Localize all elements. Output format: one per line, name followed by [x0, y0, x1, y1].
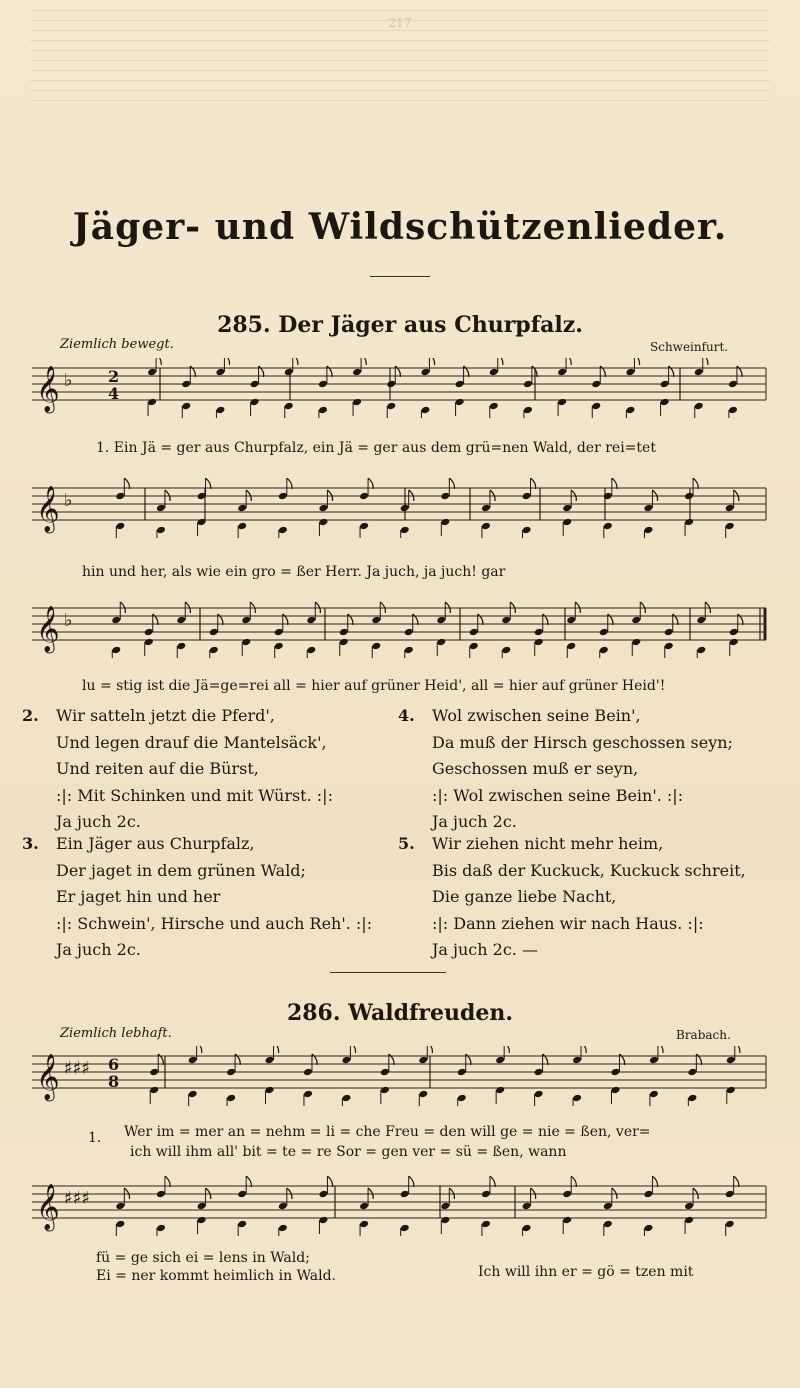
note-head — [684, 518, 694, 527]
note-head — [728, 380, 738, 389]
note-flag — [197, 1046, 202, 1053]
stanza-5 — [398, 831, 746, 964]
note-head — [400, 504, 410, 513]
note-head — [226, 1094, 236, 1103]
song-285-origin: Schweinfurt. — [650, 340, 729, 354]
note-head — [522, 492, 532, 501]
stanza-line: Der jaget in dem grünen Wald; — [56, 860, 306, 880]
note-head — [440, 1216, 450, 1225]
note-flag — [498, 358, 503, 365]
note-head — [523, 406, 533, 415]
note-head — [400, 1224, 410, 1233]
note-head — [359, 522, 369, 531]
note-head — [684, 1202, 694, 1211]
stanza-3 — [22, 831, 373, 964]
note-head — [696, 616, 706, 625]
note-head — [534, 1068, 544, 1077]
note-flag — [287, 478, 292, 489]
note-head — [572, 1056, 582, 1065]
note-flag — [571, 1176, 576, 1187]
note-head — [557, 368, 567, 377]
note-head — [209, 646, 219, 655]
note-head — [481, 1220, 491, 1229]
note-head — [156, 526, 166, 535]
time-signature-bottom: 4 — [108, 384, 120, 403]
note-flag — [581, 1046, 586, 1053]
note-head — [176, 642, 186, 651]
note-head — [440, 492, 450, 501]
note-flag — [124, 478, 129, 489]
note-head — [440, 1202, 450, 1211]
note-flag — [293, 358, 298, 365]
stanza-line: Ja juch 2c. — — [432, 940, 538, 959]
note-head — [237, 504, 247, 513]
note-head — [341, 1094, 351, 1103]
note-head — [318, 518, 328, 527]
note-head — [352, 368, 362, 377]
song-286-lyric-line: ich will ihm all' bit = te = re Sor = gen ver = sü = ßen, wann — [130, 1144, 567, 1160]
key-signature: ♭ — [64, 610, 73, 631]
note-head — [111, 616, 121, 625]
note-head — [380, 1086, 390, 1095]
note-head — [725, 522, 735, 531]
note-head — [265, 1086, 275, 1095]
note-head — [284, 368, 294, 377]
note-head — [694, 368, 704, 377]
note-head — [523, 380, 533, 389]
note-flag — [566, 358, 571, 365]
note-flag — [634, 358, 639, 365]
stanza-line: :|: Wol zwischen seine Bein'. :|: — [432, 785, 684, 805]
song-286-tempo: Ziemlich lebhaft. — [60, 1026, 172, 1041]
note-head — [726, 1086, 736, 1095]
note-head — [481, 1190, 491, 1199]
note-head — [188, 1090, 198, 1099]
stanza-line: Wir ziehen nicht mehr heim, — [432, 834, 664, 853]
treble-clef-icon: 𝄞 — [36, 1054, 60, 1100]
stanza-line: Ja juch 2c. — [56, 940, 141, 959]
note-head — [420, 368, 430, 377]
note-head — [566, 642, 576, 651]
note-flag — [490, 1176, 495, 1187]
note-head — [318, 380, 328, 389]
bleed-through: 217 — [388, 16, 412, 30]
note-head — [625, 368, 635, 377]
treble-clef-icon: 𝄞 — [36, 486, 60, 532]
note-flag — [368, 478, 373, 489]
stanza-line: Geschossen muß er seyn, — [432, 759, 639, 778]
note-head — [572, 1094, 582, 1103]
note-head — [318, 504, 328, 513]
note-head — [278, 1224, 288, 1233]
note-flag — [703, 358, 708, 365]
note-head — [241, 638, 251, 647]
note-head — [197, 1202, 207, 1211]
note-flag — [658, 1046, 663, 1053]
key-signature: ♭ — [64, 370, 73, 391]
note-head — [684, 1216, 694, 1225]
note-head — [306, 616, 316, 625]
note-head — [318, 1190, 328, 1199]
note-head — [278, 526, 288, 535]
note-head — [481, 504, 491, 513]
note-head — [684, 492, 694, 501]
note-head — [726, 1056, 736, 1065]
note-head — [115, 492, 125, 501]
note-head — [660, 398, 670, 407]
music-staff — [30, 358, 770, 418]
note-head — [181, 402, 191, 411]
note-head — [176, 616, 186, 625]
note-head — [386, 402, 396, 411]
note-head — [147, 368, 157, 377]
note-head — [188, 1056, 198, 1065]
note-flag — [652, 1176, 657, 1187]
note-head — [725, 1220, 735, 1229]
note-head — [237, 522, 247, 531]
note-head — [534, 628, 544, 637]
stanza-number: 4. — [398, 706, 415, 725]
treble-clef-icon: 𝄞 — [36, 1184, 60, 1230]
stanza-2 — [22, 703, 333, 836]
note-head — [660, 380, 670, 389]
song-286-lyric-line: Ich will ihn er = gö = tzen mit — [478, 1264, 694, 1280]
note-head — [156, 1190, 166, 1199]
note-head — [610, 1068, 620, 1077]
note-head — [371, 642, 381, 651]
note-flag — [429, 358, 434, 365]
note-head — [489, 402, 499, 411]
note-flag — [165, 1176, 170, 1187]
stanza-line: Ein Jäger aus Churpfalz, — [56, 834, 255, 853]
note-head — [400, 1190, 410, 1199]
note-head — [687, 1094, 697, 1103]
song-285-lyric-line: lu = stig ist die Jä=ge=rei all = hier auf grüner Heid', all = hier auf grüner Heid'! — [82, 678, 666, 694]
title-divider — [370, 276, 430, 277]
note-head — [149, 1068, 159, 1077]
note-head — [562, 504, 572, 513]
note-head — [522, 1224, 532, 1233]
stanza-line: :|: Schwein', Hirsche und auch Reh'. :|: — [56, 913, 373, 933]
treble-clef-icon: 𝄞 — [36, 606, 60, 652]
song-285-lyric-line: 1. Ein Jä = ger aus Churpfalz, ein Jä = ger aus dem grü=nen Wald, der rei=tet — [96, 440, 656, 456]
note-head — [603, 492, 613, 501]
page-title: Jäger- und Wildschützenlieder. — [72, 206, 728, 248]
song-286-lyric-line: fü = ge sich ei = lens in Wald; — [96, 1250, 310, 1266]
note-flag — [531, 478, 536, 489]
music-staff — [30, 478, 770, 538]
note-head — [643, 1224, 653, 1233]
note-head — [418, 1056, 428, 1065]
note-head — [481, 522, 491, 531]
note-flag — [156, 358, 161, 365]
note-head — [284, 402, 294, 411]
note-head — [215, 406, 225, 415]
song-285-heading: 285. Der Jäger aus Churpfalz. — [217, 312, 583, 338]
treble-clef-icon: 𝄞 — [36, 366, 60, 412]
time-signature-top: 6 — [108, 1055, 120, 1074]
stanza-line: Und reiten auf die Bürst, — [56, 759, 259, 778]
note-flag — [274, 1046, 279, 1053]
note-head — [352, 398, 362, 407]
note-head — [209, 628, 219, 637]
note-head — [725, 504, 735, 513]
note-head — [115, 1202, 125, 1211]
note-head — [566, 616, 576, 625]
music-staff — [30, 1176, 770, 1236]
stanza-line: Da muß der Hirsch geschossen seyn; — [432, 732, 733, 752]
note-head — [147, 398, 157, 407]
note-head — [455, 380, 465, 389]
note-head — [278, 1202, 288, 1211]
note-head — [144, 628, 154, 637]
note-head — [591, 380, 601, 389]
note-head — [215, 368, 225, 377]
song-285-tempo: Ziemlich bewegt. — [60, 337, 174, 352]
music-staff — [30, 598, 770, 658]
note-head — [599, 646, 609, 655]
note-head — [303, 1068, 313, 1077]
note-head — [111, 646, 121, 655]
song-285-lyric-line: hin und her, als wie ein gro = ßer Herr. Ja juch, ja juch! gar — [82, 564, 506, 580]
note-head — [404, 628, 414, 637]
note-head — [149, 1086, 159, 1095]
note-head — [501, 646, 511, 655]
stanza-line: :|: Mit Schinken und mit Würst. :|: — [56, 785, 333, 805]
stanza-line: Bis daß der Kuckuck, Kuckuck schreit, — [432, 860, 746, 880]
note-flag — [427, 1046, 432, 1053]
note-head — [156, 1224, 166, 1233]
note-head — [115, 1220, 125, 1229]
note-head — [729, 638, 739, 647]
note-head — [562, 518, 572, 527]
note-head — [631, 638, 641, 647]
note-head — [400, 526, 410, 535]
note-head — [359, 1202, 369, 1211]
song-286-lyric-line: Ei = ner kommt heimlich in Wald. — [96, 1268, 336, 1284]
note-head — [306, 646, 316, 655]
music-staff — [30, 1046, 770, 1106]
note-head — [250, 380, 260, 389]
note-head — [250, 398, 260, 407]
note-head — [643, 526, 653, 535]
note-flag — [327, 1176, 332, 1187]
key-signature: ♯♯♯ — [64, 1058, 91, 1079]
note-head — [603, 522, 613, 531]
note-flag — [206, 478, 211, 489]
stanza-4 — [398, 703, 733, 836]
note-head — [687, 1068, 697, 1077]
note-head — [603, 1202, 613, 1211]
note-head — [522, 526, 532, 535]
note-head — [562, 1216, 572, 1225]
note-head — [181, 380, 191, 389]
song-286-origin: Brabach. — [676, 1028, 731, 1042]
note-head — [562, 1190, 572, 1199]
note-head — [729, 628, 739, 637]
note-head — [318, 406, 328, 415]
note-head — [156, 504, 166, 513]
key-signature: ♯♯♯ — [64, 1188, 91, 1209]
song-286-verse-number: 1. — [88, 1130, 102, 1146]
stanza-number: 3. — [22, 834, 39, 853]
note-head — [696, 646, 706, 655]
stanza-line: Wir satteln jetzt die Pferd', — [56, 706, 275, 725]
note-head — [664, 642, 674, 651]
stanza-line: Und legen drauf die Mantelsäck', — [56, 732, 327, 752]
note-flag — [224, 358, 229, 365]
note-head — [469, 628, 479, 637]
note-head — [534, 638, 544, 647]
note-head — [591, 402, 601, 411]
stanza-line: Wol zwischen seine Bein', — [432, 706, 641, 725]
note-head — [610, 1086, 620, 1095]
note-head — [197, 1216, 207, 1225]
note-head — [643, 504, 653, 513]
note-flag — [246, 1176, 251, 1187]
bleed-through-staves — [30, 10, 770, 300]
note-head — [380, 1068, 390, 1077]
song-286-heading: 286. Waldfreuden. — [286, 1000, 514, 1026]
time-signature-top: 2 — [108, 367, 120, 386]
note-head — [599, 628, 609, 637]
note-head — [278, 492, 288, 501]
note-head — [420, 406, 430, 415]
note-head — [237, 1190, 247, 1199]
note-head — [440, 518, 450, 527]
note-head — [418, 1090, 428, 1099]
note-head — [469, 642, 479, 651]
note-head — [359, 1220, 369, 1229]
note-head — [436, 616, 446, 625]
note-flag — [735, 1046, 740, 1053]
note-head — [226, 1068, 236, 1077]
note-head — [241, 616, 251, 625]
note-head — [501, 616, 511, 625]
stanza-line: :|: Dann ziehen wir nach Haus. :|: — [432, 913, 704, 933]
note-head — [457, 1068, 467, 1077]
note-head — [728, 406, 738, 415]
note-head — [359, 492, 369, 501]
note-flag — [734, 1176, 739, 1187]
note-head — [237, 1220, 247, 1229]
note-flag — [449, 478, 454, 489]
note-head — [339, 628, 349, 637]
note-flag — [612, 478, 617, 489]
stanza-line: Er jaget hin und her — [56, 887, 221, 906]
note-head — [341, 1056, 351, 1065]
section-divider — [330, 972, 446, 973]
note-head — [457, 1094, 467, 1103]
note-head — [386, 380, 396, 389]
note-head — [436, 638, 446, 647]
note-head — [625, 406, 635, 415]
note-head — [631, 616, 641, 625]
note-head — [404, 646, 414, 655]
note-head — [649, 1056, 659, 1065]
note-head — [603, 1220, 613, 1229]
note-head — [694, 402, 704, 411]
note-head — [265, 1056, 275, 1065]
note-head — [455, 398, 465, 407]
key-signature: ♭ — [64, 490, 73, 511]
note-head — [649, 1090, 659, 1099]
note-head — [557, 398, 567, 407]
note-head — [534, 1090, 544, 1099]
note-flag — [504, 1046, 509, 1053]
song-286-lyric-line: Wer im = mer an = nehm = li = che Freu = den will ge = nie = ßen, ver= — [124, 1124, 651, 1140]
stanza-line: Ja juch 2c. — [432, 812, 517, 831]
note-head — [664, 628, 674, 637]
time-signature-bottom: 8 — [108, 1072, 120, 1091]
note-flag — [409, 1176, 414, 1187]
note-flag — [350, 1046, 355, 1053]
note-head — [115, 522, 125, 531]
note-head — [144, 638, 154, 647]
stanza-number: 2. — [22, 706, 39, 725]
note-head — [495, 1086, 505, 1095]
note-head — [303, 1090, 313, 1099]
note-head — [371, 616, 381, 625]
note-head — [339, 638, 349, 647]
note-head — [274, 628, 284, 637]
stanza-line: Ja juch 2c. — [56, 812, 141, 831]
note-head — [489, 368, 499, 377]
note-head — [274, 642, 284, 651]
note-head — [522, 1202, 532, 1211]
note-flag — [361, 358, 366, 365]
note-head — [643, 1190, 653, 1199]
stanza-line: Die ganze liebe Nacht, — [432, 887, 617, 906]
note-flag — [693, 478, 698, 489]
note-head — [318, 1216, 328, 1225]
note-head — [495, 1056, 505, 1065]
note-head — [725, 1190, 735, 1199]
stanza-number: 5. — [398, 834, 415, 853]
